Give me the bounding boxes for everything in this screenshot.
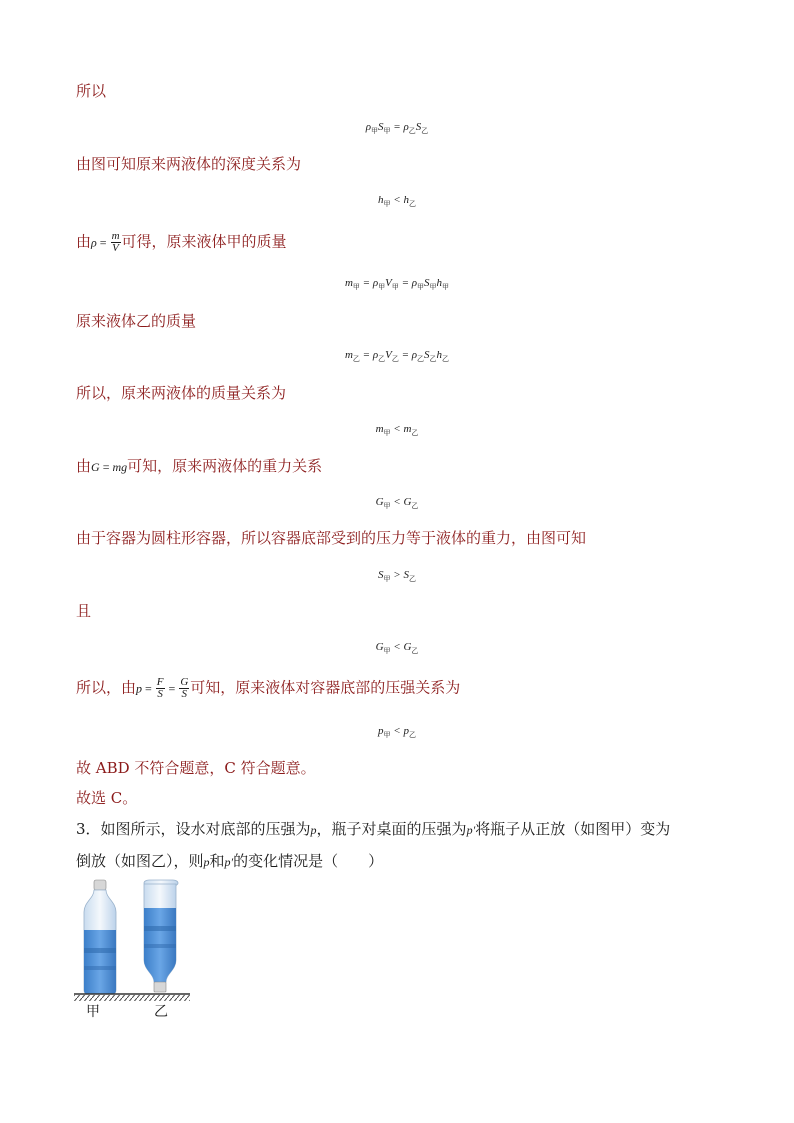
equation-mass-jia: $m_甲 = \rho_甲V_甲 = \rho_甲S_甲h_甲$: [344, 277, 450, 292]
bottle-upright: [84, 880, 116, 994]
bottle-label-jia: 甲: [86, 1004, 100, 1020]
text-line-pressure: 所以，由p = $\frac{F}{S}$ = $\frac{G}{S}$ 可知，原来液体对容器底部的压强关系为: [76, 676, 461, 700]
equation-area-relation: $S_甲 > S_乙$: [378, 569, 416, 584]
bottle-figure: [72, 878, 192, 1020]
text-line: 且: [76, 602, 92, 620]
text-line-answer: 故选 C。: [76, 789, 138, 807]
equation-mass-yi: $m_乙 = \rho_乙V_乙 = \rho_乙S_乙h_乙$: [344, 349, 450, 364]
equation-pressure-relation: $p_甲 < p_乙$: [378, 725, 416, 740]
bottle-inverted: [144, 880, 178, 992]
text-line: 所以，原来两液体的质量关系为: [76, 384, 287, 402]
equation-gravity-relation-2: $G_甲 < G_乙$: [375, 641, 419, 656]
bottle-diagram: [72, 878, 192, 1003]
text-line-density: 由ρ = $\frac{m}{V}$ 可得，原来液体甲的质量: [76, 230, 287, 254]
equation-rho-s: $\rho_甲S_甲 = \rho_乙S_乙$: [365, 121, 429, 136]
table-surface: [74, 994, 190, 1001]
text-line: 由于容器为圆柱形容器，所以容器底部受到的压力等于液体的重力，由图可知: [76, 529, 587, 547]
text-line: 由图可知原来两液体的深度关系为: [76, 155, 302, 173]
question-3-line-1: 3．如图所示，设水对底部的压强为p，瓶子对桌面的压强为p′将瓶子从正放（如图甲）变为: [76, 820, 671, 838]
question-3-line-2: 倒放（如图乙），则p和p′的变化情况是（ ）: [76, 852, 384, 870]
equation-mass-relation: $m_甲 < m_乙$: [375, 423, 419, 438]
text-line: 故 ABD 不符合题意，C 符合题意。: [76, 759, 316, 777]
text-line-gravity: 由G = mg可知，原来两液体的重力关系: [76, 457, 323, 475]
bottle-label-yi: 乙: [154, 1004, 168, 1020]
equation-depth: $h_甲 < h_乙$: [378, 194, 416, 209]
equation-gravity-relation: $G_甲 < G_乙$: [375, 496, 419, 511]
text-line: 所以: [76, 82, 107, 100]
text-line: 原来液体乙的质量: [76, 312, 197, 330]
